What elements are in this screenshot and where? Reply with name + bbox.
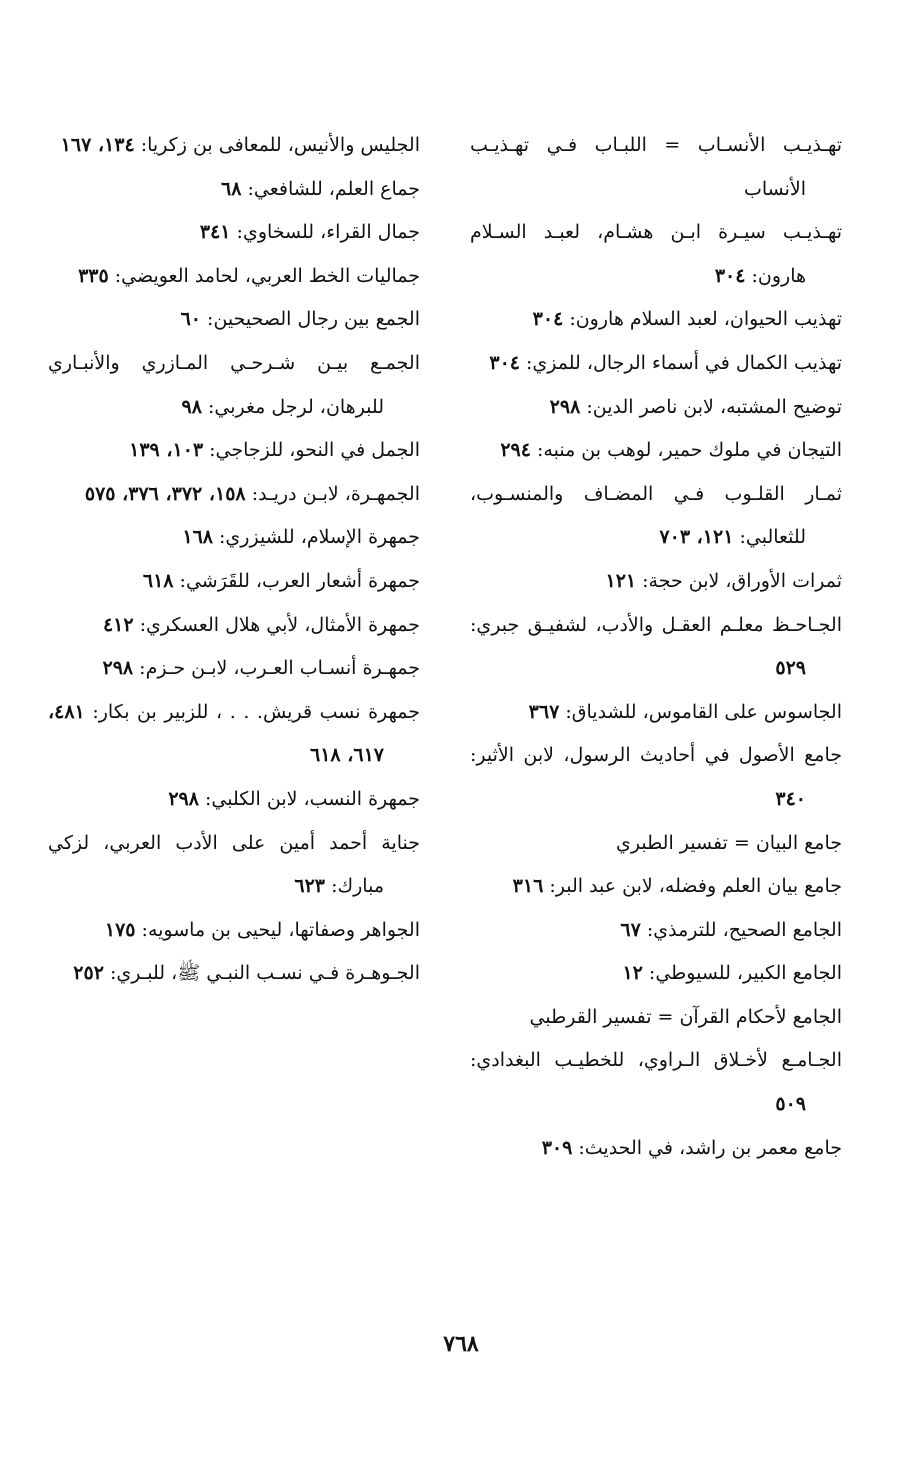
index-entry	[470, 691, 842, 735]
entry-pages: ٤١٢	[102, 613, 134, 636]
index-entry	[470, 822, 842, 866]
entry-pages: ٢٩٨	[549, 395, 581, 418]
entry-pages: ١٦٨	[182, 526, 213, 549]
entry-pages: ٢٩٤	[500, 439, 531, 462]
entry-pages: ١٧٥	[104, 918, 136, 941]
entry-title: تهذيب الكمال في أسماء الرجال، للمزي:	[526, 351, 842, 374]
entry-pages: ٣٠٤	[532, 308, 564, 331]
entry-pages: ١٠٣، ١٣٩	[129, 439, 204, 462]
index-entry	[470, 386, 842, 430]
index-entry	[470, 865, 842, 909]
entry-pages: ٢٥٢	[73, 962, 104, 985]
entry-title: جمهرة نسب قريش. . . ، للزبير بن بكار:	[92, 700, 420, 723]
entry-pages: ٣٠٩	[541, 1136, 573, 1159]
index-entry	[48, 168, 420, 212]
entry-title: جامع بيان العلم وفضله، لابن عبد البر:	[549, 875, 842, 898]
entry-title: تهذيب الحيوان، لعبد السلام هارون:	[569, 308, 842, 331]
entry-title: الجمهـرة، لابـن دريـد:	[251, 482, 420, 505]
index-entry	[470, 342, 842, 386]
entry-pages: ٣٤٠	[775, 787, 806, 810]
index-entry	[48, 909, 420, 953]
index-entry	[470, 734, 842, 821]
index-entry	[470, 604, 842, 691]
entry-title: جامع البيان = تفسير الطبري	[616, 831, 842, 854]
entry-pages: ٣٠٤	[714, 264, 746, 287]
entry-title: الجمـع بيـن شـرحـي المـازري والأنبـاري للبرهان، لرجل مغربي:	[48, 351, 420, 418]
entry-pages: ٢٩٨	[102, 657, 134, 680]
entry-pages: ٣١٦	[512, 875, 544, 898]
entry-title: التيجان في ملوك حمير، لوهب بن منبه:	[537, 439, 842, 462]
entry-title: الجاسوس على القاموس، للشدياق:	[565, 700, 842, 723]
index-entry	[48, 124, 420, 168]
index-entry	[48, 255, 420, 299]
index-entry	[470, 211, 842, 298]
entry-title: توضيح المشتبه، لابن ناصر الدين:	[586, 395, 842, 418]
entry-title: جمهرة أشعار العرب، للقَرَشي:	[179, 569, 420, 592]
entry-pages: ١٢	[622, 962, 643, 985]
index-entry	[470, 298, 842, 342]
entry-title: الجامع لأحكام القرآن = تفسير القرطبي	[529, 1005, 842, 1028]
entry-title: جمهرة الإسلام، للشيزري:	[219, 526, 420, 549]
entry-title: ثمـار القلـوب فـي المضـاف والمنسـوب، للثعالبي:	[470, 482, 842, 549]
entry-title: الجـاحـظ معلـم العقـل والأدب، لشفيـق جبري:	[470, 613, 842, 636]
entry-title: الجـامـع لأخـلاق الـراوي، للخطيـب البغدادي:	[470, 1049, 842, 1072]
entry-pages: ٣٦٧	[528, 700, 560, 723]
index-entry	[48, 778, 420, 822]
index-entry	[48, 691, 420, 778]
entry-title: جماع العلم، للشافعي:	[247, 177, 420, 200]
index-entry	[48, 211, 420, 255]
entry-title: الجامع الصحيح، للترمذي:	[646, 918, 842, 941]
index-entry	[48, 952, 420, 996]
entry-pages: ١٣٤، ١٦٧	[60, 134, 135, 156]
entry-pages: ٢٩٨	[168, 787, 199, 810]
entry-title: الجامع الكبير، للسيوطي:	[648, 962, 842, 985]
index-entry	[470, 560, 842, 604]
entry-pages: ٦٧	[620, 918, 641, 941]
entry-title: جماليات الخط العربي، لحامد العويضي:	[114, 264, 420, 287]
entry-title: الجليس والأنيس، للمعافى بن زكريا:	[140, 134, 420, 156]
index-entry	[470, 1039, 842, 1126]
page-number: ٧٦٨	[443, 1331, 479, 1357]
entry-title: الجـوهـرة فـي نسـب النبـي ﷺ، للبـري:	[109, 962, 420, 985]
index-entry	[470, 909, 842, 953]
entry-pages: ١٥٨، ٣٧٢، ٣٧٦، ٥٧٥	[84, 482, 246, 505]
entry-title: جمهرة الأمثال، لأبي هلال العسكري:	[139, 613, 420, 636]
index-entry	[48, 473, 420, 517]
index-entry	[470, 473, 842, 560]
entry-pages: ١٢١	[605, 569, 637, 592]
entry-title: الجمل في النحو، للزجاجي:	[209, 439, 420, 462]
index-entry	[48, 429, 420, 473]
entry-title: جامع معمر بن راشد، في الحديث:	[578, 1136, 842, 1159]
index-column-right	[470, 124, 842, 1170]
entry-title: ثمرات الأوراق، لابن حجة:	[642, 569, 842, 592]
entry-pages: ٣٤١	[199, 221, 231, 244]
index-entry	[470, 996, 842, 1040]
entry-title: تهـذيـب الأنسـاب = اللبـاب فـي تهـذيـب الأنساب	[470, 134, 842, 200]
index-entry	[48, 560, 420, 604]
index-entry	[48, 342, 420, 429]
entry-pages: ٦٢٣	[294, 875, 326, 898]
entry-pages: ٥٢٩	[775, 657, 806, 680]
index-entry	[48, 516, 420, 560]
entry-pages: ٦١٨	[142, 569, 174, 592]
entry-title: جمهرة النسب، لابن الكلبي:	[205, 787, 420, 810]
entry-pages: ٩٨	[181, 395, 202, 418]
index-entry	[470, 124, 842, 211]
index-entry	[48, 604, 420, 648]
entry-title: الجواهر وصفاتها، ليحيى بن ماسويه:	[141, 918, 420, 941]
index-entry	[470, 429, 842, 473]
entry-title: جمهـرة أنسـاب العـرب، لابـن حـزم:	[139, 657, 420, 680]
entry-title: جمال القراء، للسخاوي:	[236, 221, 420, 244]
entry-title: جامع الأصول في أحاديث الرسول، لابن الأثير:	[470, 744, 842, 767]
entry-pages: ١٢١، ٧٠٣	[659, 526, 734, 549]
entry-pages: ٥٠٩	[775, 1093, 806, 1116]
index-entry	[48, 647, 420, 691]
index-entry	[470, 952, 842, 996]
index-column-left	[48, 124, 420, 996]
index-entry	[470, 1127, 842, 1171]
entry-pages: ٦٨	[220, 177, 242, 200]
entry-title: الجمع بين رجال الصحيحين:	[207, 308, 420, 331]
index-entry	[48, 298, 420, 342]
entry-title: تهـذيـب سيـرة ابـن هشـام، لعبـد السـلام هارون:	[470, 221, 842, 287]
entry-pages: ٦٠	[180, 308, 201, 331]
entry-pages: ٣٠٤	[489, 351, 520, 374]
entry-title: جناية أحمد أمين على الأدب العربي، لزكي مبارك:	[48, 831, 420, 898]
entry-pages: ٤٨١، ٦١٧، ٦١٨	[48, 700, 384, 767]
entry-pages: ٣٣٥	[78, 264, 109, 287]
index-entry	[48, 822, 420, 909]
